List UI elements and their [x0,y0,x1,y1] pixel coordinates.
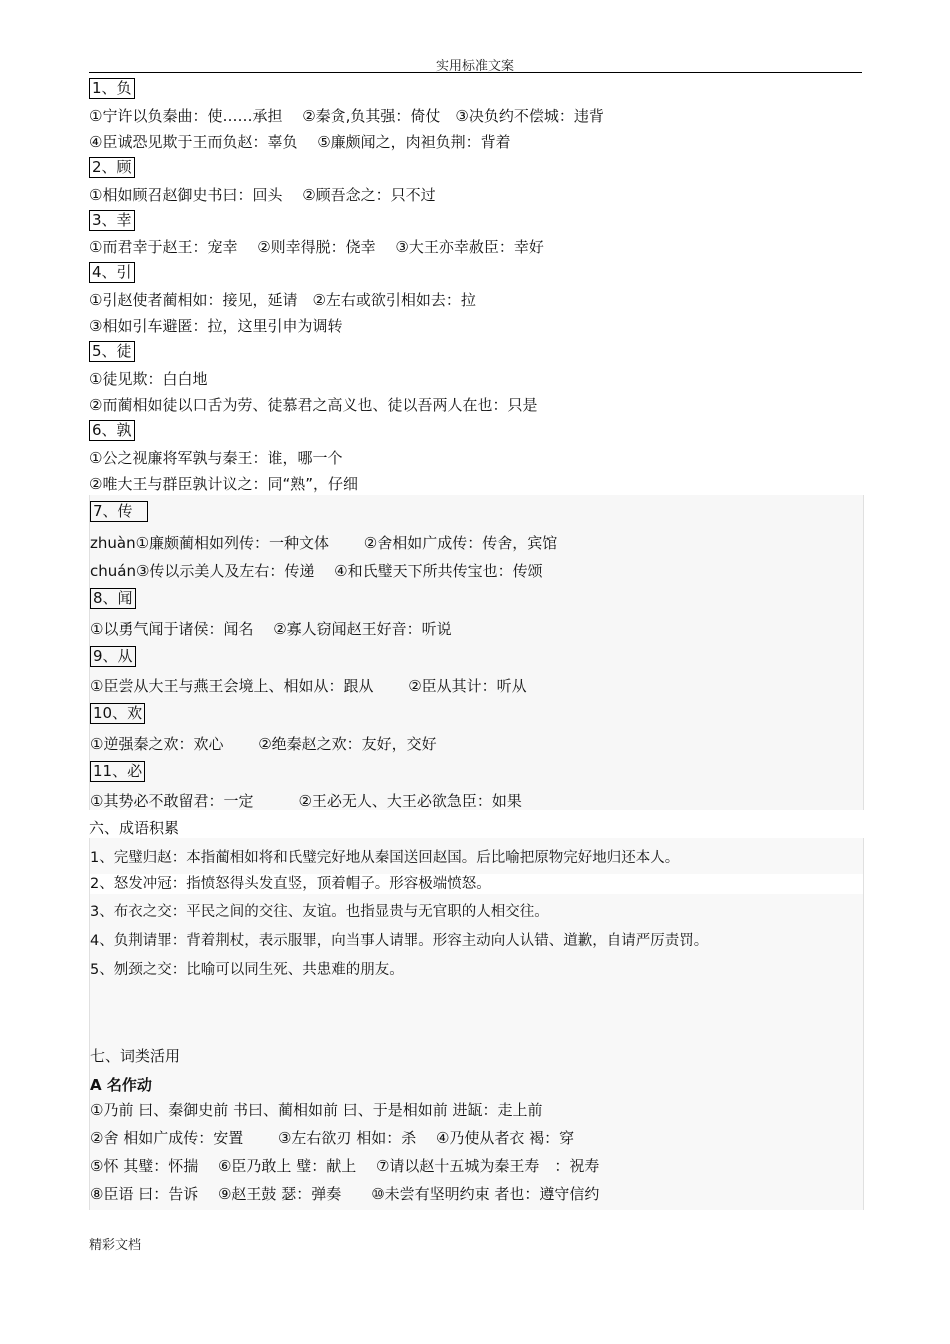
idiom-item: 2、怒发冲冠：指愤怒得头发直竖，顶着帽子。形容极端愤怒。 [90,874,863,894]
word-line: ①而君幸于赵王：宠幸 ②则幸得脱：侥幸 ③大王亦幸赦臣：幸好 [89,238,544,256]
wordclass-line: ①乃前 曰、秦御史前 书曰、蔺相如前 曰、于是相如前 进缻：走上前 [90,1101,543,1119]
idiom-item: 1、完璧归赵：本指蔺相如将和氏璧完好地从秦国送回赵国。后比喻把原物完好地归还本人。 [90,850,680,866]
wordclass-subheading: A 名作动 [90,1076,152,1094]
word-label-9: 9、从 [90,646,136,667]
word-line: ①徒见欺：白白地 [89,370,208,388]
word-label-7: 7、传 [90,501,148,522]
word-line: ①宁许以负秦曲：使……承担 ②秦贪,负其强：倚仗 ③决负约不偿城：违背 [89,107,604,125]
word-label-10: 10、欢 [90,703,145,724]
word-label-5: 5、徒 [89,341,135,362]
idiom-item: 5、刎颈之交：比喻可以同生死、共患难的朋友。 [90,962,404,978]
wordclass-line: ②舍 相如广成传：安置 ③左右欲刃 相如：杀 ④乃使从者衣 褐：穿 [90,1129,575,1147]
wordclass-heading: 七、词类活用 [90,1047,181,1065]
word-label-11: 11、必 [90,761,145,782]
word-line: chuán③传以示美人及左右：传递 ④和氏璧天下所共传宝也：传颂 [90,562,543,580]
idiom-item: 4、负荆请罪：背着荆杖，表示服罪，向当事人请罪。形容主动向人认错、道歉，自请严厉责罚。 [90,933,709,949]
wordclass-line: ⑤怀 其璧：怀揣 ⑥臣乃敢上 璧：献上 ⑦请以赵十五城为秦王寿 ：祝寿 [90,1157,600,1175]
word-line: ①相如顾召赵御史书曰：回头 ②顾吾念之：只不过 [89,186,436,204]
word-line: zhuàn①廉颇蔺相如列传：一种文体 ②舍相如广成传：传舍，宾馆 [90,534,558,552]
word-line: ①逆强秦之欢：欢心 ②绝秦赵之欢：友好，交好 [90,735,437,753]
word-line: ①引赵使者蔺相如：接见，延请 ②左右或欲引相如去：拉 [89,291,476,309]
idioms-section [89,838,864,1210]
word-label-8: 8、闻 [90,588,136,609]
page-footer-text: 精彩文档 [89,1238,142,1253]
idioms-heading: 六、成语积累 [89,819,180,837]
page-header-title: 实用标准文案 [435,59,514,74]
word-line: ①臣尝从大王与燕王会境上、相如从：跟从 ②臣从其计：听从 [90,677,527,695]
word-line: ①公之视廉将军孰与秦王：谁，哪一个 [89,449,343,467]
word-line: ②而蔺相如徒以口舌为劳、徒慕君之高义也、徒以吾两人在也：只是 [89,396,538,414]
word-line: ③相如引车避匿：拉，这里引申为调转 [89,317,343,335]
idiom-item: 3、布衣之交：平民之间的交往、友谊。也指显贵与无官职的人相交往。 [90,904,549,920]
word-label-3: 3、幸 [89,210,135,231]
word-label-4: 4、引 [89,262,135,283]
word-label-6: 6、孰 [89,420,135,441]
word-line: ④臣诚恐见欺于王而负赵：辜负 ⑤廉颇闻之，肉袒负荆：背着 [89,133,511,151]
word-line: ②唯大王与群臣孰计议之：同“熟”，仔细 [89,475,358,493]
header-divider [89,72,862,73]
wordclass-line: ⑧臣语 曰：告诉 ⑨赵王鼓 瑟：弹奏 ⑩未尝有坚明约束 者也：遵守信约 [90,1185,600,1203]
word-section-shaded [89,495,864,810]
word-line: ①以勇气闻于诸侯：闻名 ②寡人窃闻赵王好音：听说 [90,620,452,638]
word-label-2: 2、顾 [89,157,135,178]
word-line: ①其势必不敢留君：一定 ②王必无人、大王必欲急臣：如果 [90,792,522,810]
word-label-1: 1、负 [89,78,135,99]
